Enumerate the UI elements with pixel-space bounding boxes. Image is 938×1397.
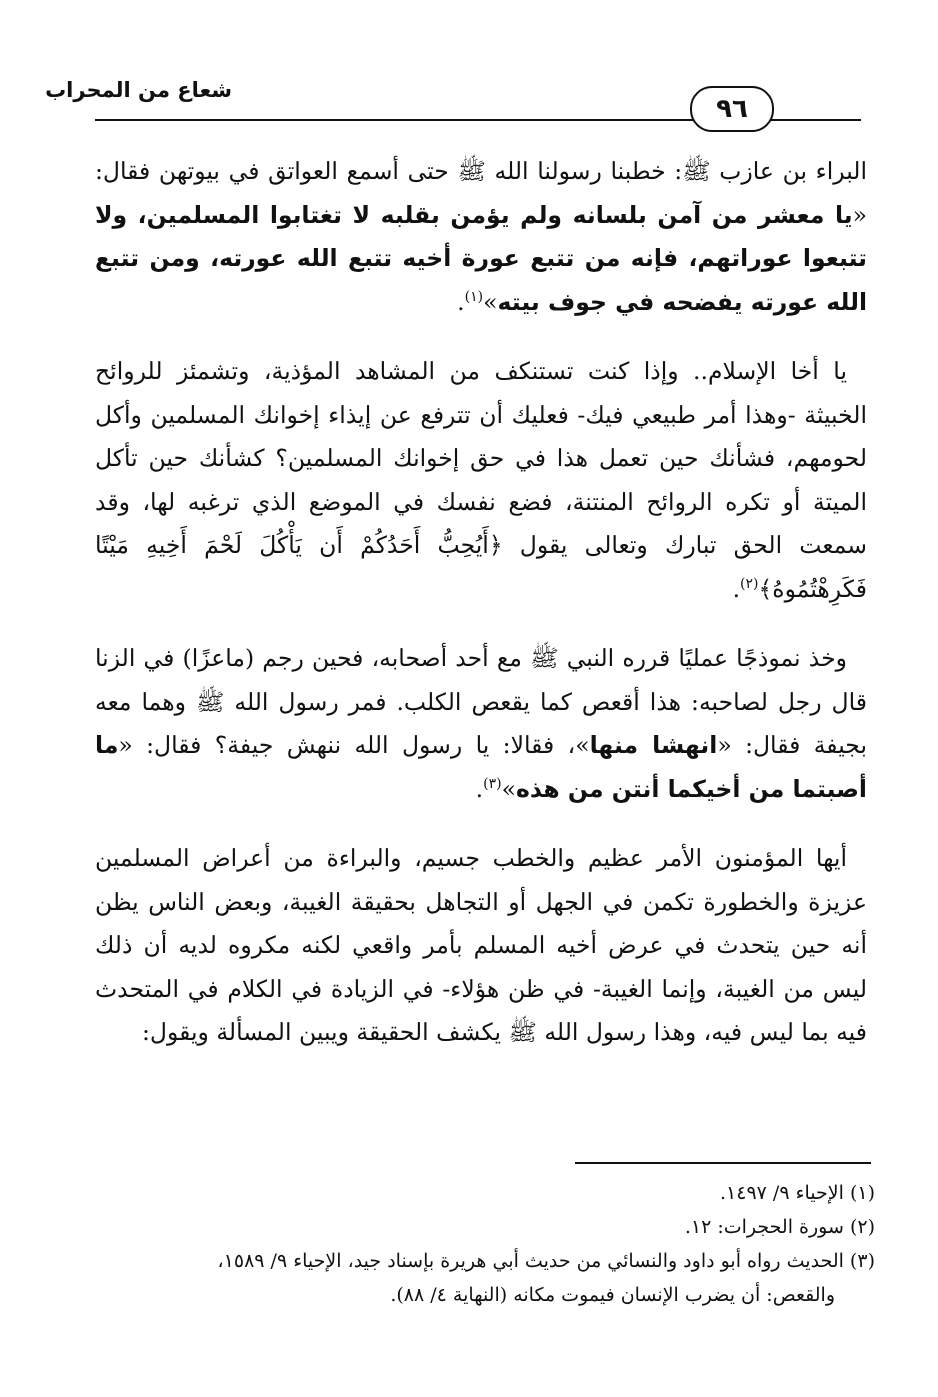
paragraph-text: . (732, 574, 741, 603)
footnote-3-continuation: والقعص: أن يضرب الإنسان فيموت مكانه (النهاية ٤/ ٨٨). (390, 1284, 835, 1306)
body-text (95, 150, 867, 1081)
paragraph-text: وخذ نموذجًا عمليًا قرره النبي ﷺ مع أحد أصحابه، فحين رجم (ماعزًا) في الزنا قال رجل لصاحبه: هذا أقعص كما يقعص الكلب. فمر رسول الله ﷺ وهما معه بجيفة فقال: « (95, 644, 867, 759)
paragraph-text: »، فقالا: يا رسول الله ننهش جيفة؟ فقال: « (118, 731, 590, 759)
paragraph-text: يا أخا الإسلام.. وإذا كنت تستنكف من المشاهد المؤذية، وتشمئز للروائح الخبيثة -وهذا أمر طبيعي فيك- فعليك أن تترفع عن إيذاء إخوانك المسلمين وأكل لحومهم، فشأنك حين تعمل هذا في حق إخوانك المسلمين؟ كشأنك حين تأكل الميتة أو تكره الروائح المنتنة، فضع نفسك في الموضع الذي ترغبه لها، وقد سمعت الحق تبارك وتعالى يقول (95, 357, 867, 559)
hadith-quote: انهشا منها (589, 731, 718, 759)
footnote-rule (575, 1162, 871, 1164)
paragraph-text: أيها المؤمنون الأمر عظيم والخطب جسيم، والبراءة من أعراض المسلمين عزيزة والخطورة تكمن في الجهل أو التجاهل بحقيقة الغيبة، وبعض الناس يظن أنه حين يتحدث في عرض أخيه المسلم بأمر واقعي لكنه مكروه لديه أن ذلك ليس من الغيبة، وإنما الغيبة- في ظن هؤلاء- في الزيادة في الكلام في المتحدث فيه بما ليس فيه، وهذا رسول الله ﷺ يكشف الحقيقة ويبين المسألة ويقول: (95, 844, 867, 1046)
hadith-quote: ما أصبتما من أخيكما أنتن من هذه (95, 731, 867, 803)
footnote-3: (٣) الحديث رواه أبو داود والنسائي من حديث أبي هريرة بإسناد جيد، الإحياء ٩/ ١٥٨٩، (217, 1250, 875, 1272)
footnote-1: (١) الإحياء ٩/ ١٤٩٧. (720, 1182, 875, 1204)
running-title: شعاع من المحراب (45, 78, 232, 102)
footnote-ref: (٢) (740, 575, 759, 592)
paragraph-1 (95, 150, 867, 324)
footnote-ref: (٣) (483, 775, 502, 792)
paragraph-text: » (501, 774, 516, 803)
paragraph-text: » (483, 287, 498, 316)
footnote-ref: (١) (464, 288, 484, 305)
footnote-2: (٢) سورة الحجرات: ١٢. (684, 1216, 875, 1238)
hadith-quote: يا معشر من آمن بلسانه ولم يؤمن بقلبه لا تغتابوا المسلمين، ولا تتبعوا عوراتهم، فإنه من تتبع عورة أخيه تتبع الله عورته، ومن تتبع الله عورته يفضحه في جوف بيته (95, 200, 867, 316)
paragraph-text: . (457, 287, 465, 316)
page-number: ٩٦ (690, 86, 774, 132)
paragraph-4 (95, 837, 867, 1055)
quran-verse: ﴿أَيُحِبُّ أَحَدُكُمْ أَن يَأْكُلَ لَحْمَ أَخِيهِ مَيْتًا فَكَرِهْتُمُوهُ﴾ (95, 531, 867, 603)
paragraph-text: البراء بن عازب ﷺ: خطبنا رسولنا الله ﷺ حتى أسمع العواتق في بيوتهن فقال: « (95, 157, 867, 229)
paragraph-3 (95, 637, 867, 811)
paragraph-text: . (475, 774, 484, 803)
paragraph-2 (95, 350, 867, 611)
footnotes (95, 1176, 875, 1312)
